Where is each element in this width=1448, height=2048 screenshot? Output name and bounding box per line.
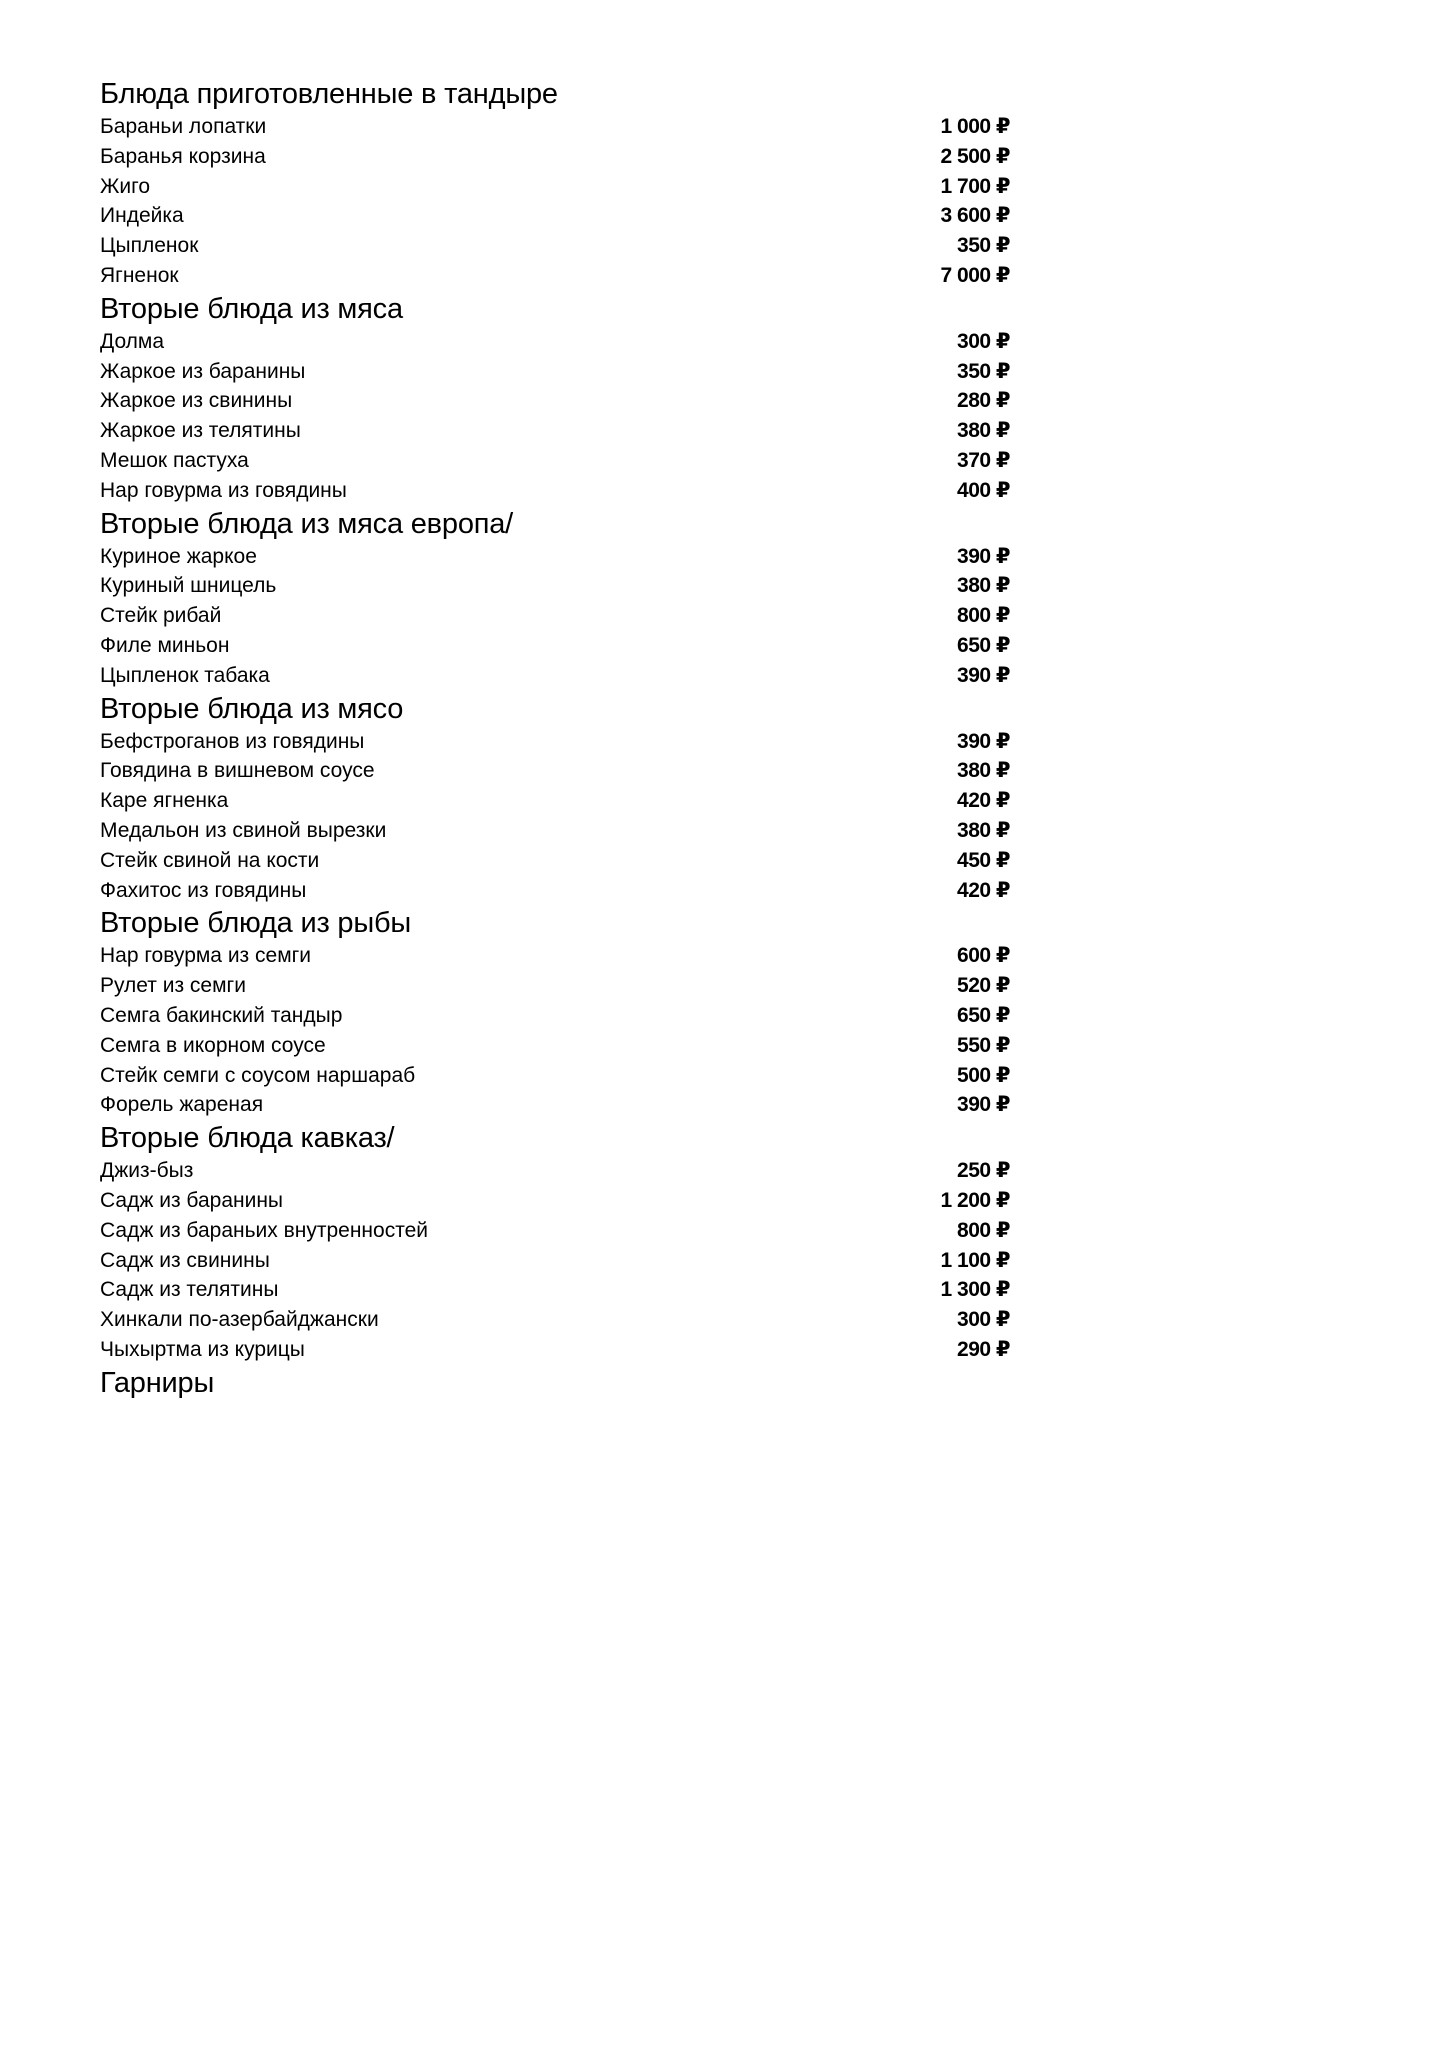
- menu-item-price: 7 000 ₽: [940, 263, 1010, 287]
- menu-item: [100, 727, 1010, 757]
- menu-item-price: 800 ₽: [957, 1218, 1010, 1242]
- menu-item-name: Говядина в вишневом соусе: [100, 759, 375, 783]
- menu-item-price: 420 ₽: [957, 878, 1010, 902]
- menu-item-name: Каре ягненка: [100, 789, 229, 813]
- menu-item-price: 1 200 ₽: [940, 1188, 1010, 1212]
- menu-item: [100, 571, 1010, 601]
- menu-item-price: 390 ₽: [957, 1093, 1010, 1117]
- menu-item-price: 450 ₽: [957, 848, 1010, 872]
- menu-item-price: 380 ₽: [957, 419, 1010, 443]
- menu-item-name: Куриное жаркое: [100, 544, 257, 568]
- menu-item: [100, 1305, 1010, 1335]
- menu-item: [100, 786, 1010, 816]
- menu-item-name: Медальон из свиной вырезки: [100, 818, 387, 842]
- menu-item-price: 1 700 ₽: [940, 174, 1010, 198]
- menu-item-price: 420 ₽: [957, 789, 1010, 813]
- menu-item-price: 280 ₽: [957, 389, 1010, 413]
- menu-item-price: 1 000 ₽: [940, 115, 1010, 138]
- menu-item-name: Филе миньон: [100, 633, 230, 657]
- menu-item: [100, 172, 1010, 202]
- menu-item: [100, 357, 1010, 387]
- menu-item: [100, 756, 1010, 786]
- menu-item: [100, 816, 1010, 846]
- menu-item-price: 390 ₽: [957, 729, 1010, 753]
- menu-section: [100, 291, 1010, 506]
- menu-item-price: 650 ₽: [957, 1003, 1010, 1027]
- menu-item-price: 250 ₽: [957, 1159, 1010, 1183]
- menu-item-price: 520 ₽: [957, 974, 1010, 998]
- menu-item-price: 800 ₽: [957, 604, 1010, 628]
- menu-item-name: Фахитос из говядины: [100, 878, 307, 902]
- menu-item-price: 500 ₽: [957, 1063, 1010, 1087]
- menu-item-price: 370 ₽: [957, 448, 1010, 472]
- menu-section: [100, 506, 1010, 691]
- menu-item-name: Баранья корзина: [100, 144, 266, 168]
- menu-item-name: Стейк семги с соусом наршараб: [100, 1063, 416, 1087]
- menu-item-price: 550 ₽: [957, 1033, 1010, 1057]
- menu-item-name: Стейк свиной на кости: [100, 848, 320, 872]
- menu-item: [100, 1031, 1010, 1061]
- menu-item-price: 3 600 ₽: [940, 204, 1010, 228]
- menu-item: [100, 1216, 1010, 1246]
- section-title: Вторые блюда из мясо: [100, 692, 404, 725]
- menu-item-price: 380 ₽: [957, 574, 1010, 598]
- menu-item-name: Ягненок: [100, 263, 179, 287]
- menu-item-price: 380 ₽: [957, 818, 1010, 842]
- menu-item-price: 300 ₽: [957, 329, 1010, 353]
- menu-item: [100, 1001, 1010, 1031]
- section-title: Вторые блюда кавказ/: [100, 1122, 395, 1155]
- menu-item-price: 1 300 ₽: [940, 1278, 1010, 1302]
- menu-item: [100, 1246, 1010, 1276]
- menu-item: [100, 1335, 1010, 1365]
- menu-item-price: 400 ₽: [957, 478, 1010, 502]
- menu-item: [100, 386, 1010, 416]
- section-title: Вторые блюда из мяса: [100, 292, 403, 325]
- menu-page: [100, 76, 1010, 1401]
- section-title: Блюда приготовленные в тандыре: [100, 78, 558, 110]
- menu-item-name: Семга бакинский тандыр: [100, 1003, 343, 1027]
- menu-item-price: 390 ₽: [957, 663, 1010, 687]
- menu-item: [100, 1061, 1010, 1091]
- menu-item-name: Жаркое из телятины: [100, 419, 301, 443]
- menu-item-name: Жиго: [100, 174, 150, 198]
- menu-item-name: Индейка: [100, 204, 184, 228]
- menu-item-name: Жаркое из свинины: [100, 389, 293, 413]
- menu-item: [100, 476, 1010, 506]
- menu-item: [100, 416, 1010, 446]
- menu-item-name: Садж из баранины: [100, 1188, 284, 1212]
- menu-item-name: Куриный шницель: [100, 574, 277, 598]
- menu-item: [100, 261, 1010, 291]
- menu-item-name: Мешок пастуха: [100, 448, 249, 472]
- menu-item-name: Садж из телятины: [100, 1278, 279, 1302]
- menu-item-name: Форель жареная: [100, 1093, 264, 1117]
- menu-item: [100, 1156, 1010, 1186]
- menu-item-name: Рулет из семги: [100, 974, 246, 998]
- menu-item-price: 290 ₽: [957, 1337, 1010, 1361]
- menu-item: [100, 112, 1010, 142]
- menu-item-price: 350 ₽: [957, 234, 1010, 258]
- section-title: Вторые блюда из рыбы: [100, 907, 412, 940]
- menu-item-name: Нар говурма из говядины: [100, 478, 347, 502]
- menu-item: [100, 446, 1010, 476]
- menu-item-price: 390 ₽: [957, 544, 1010, 568]
- menu-item: [100, 327, 1010, 357]
- menu-item-name: Бараньи лопатки: [100, 115, 267, 138]
- menu-item-name: Долма: [100, 329, 165, 353]
- menu-item-name: Семга в икорном соусе: [100, 1033, 326, 1057]
- menu-item: [100, 846, 1010, 876]
- menu-item-name: Джиз-быз: [100, 1159, 194, 1183]
- menu-section: [100, 1120, 1010, 1365]
- menu-item: [100, 201, 1010, 231]
- menu-item: [100, 1275, 1010, 1305]
- menu-item-price: 1 100 ₽: [940, 1248, 1010, 1272]
- menu-item-price: 300 ₽: [957, 1308, 1010, 1332]
- menu-item-price: 380 ₽: [957, 759, 1010, 783]
- menu-item-price: 650 ₽: [957, 633, 1010, 657]
- menu-item: [100, 542, 1010, 572]
- menu-item: [100, 631, 1010, 661]
- menu-item-name: Бефстроганов из говядины: [100, 729, 365, 753]
- section-title: Гарниры: [100, 1366, 215, 1399]
- menu-section: [100, 691, 1010, 906]
- menu-item-name: Садж из бараньих внутренностей: [100, 1218, 428, 1242]
- menu-item-price: 2 500 ₽: [940, 144, 1010, 168]
- menu-item: [100, 971, 1010, 1001]
- menu-item: [100, 876, 1010, 906]
- menu-item-name: Цыпленок: [100, 234, 199, 258]
- menu-section: [100, 76, 1010, 291]
- menu-item: [100, 142, 1010, 172]
- menu-item-name: Чыхыртма из курицы: [100, 1337, 305, 1361]
- menu-item: [100, 1186, 1010, 1216]
- menu-item-name: Нар говурма из семги: [100, 944, 312, 968]
- menu-item: [100, 1090, 1010, 1120]
- menu-item-name: Хинкали по-азербайджански: [100, 1308, 379, 1332]
- menu-item: [100, 941, 1010, 971]
- menu-item-name: Стейк рибай: [100, 604, 222, 628]
- menu-section: [100, 905, 1010, 1120]
- menu-item: [100, 661, 1010, 691]
- menu-section: [100, 1365, 1010, 1401]
- menu-item: [100, 601, 1010, 631]
- menu-item-name: Садж из свинины: [100, 1248, 270, 1272]
- menu-item-price: 350 ₽: [957, 359, 1010, 383]
- menu-item-name: Жаркое из баранины: [100, 359, 306, 383]
- menu-item: [100, 231, 1010, 261]
- menu-item-price: 600 ₽: [957, 944, 1010, 968]
- section-title: Вторые блюда из мяса европа/: [100, 507, 514, 540]
- menu-item-name: Цыпленок табака: [100, 663, 270, 687]
